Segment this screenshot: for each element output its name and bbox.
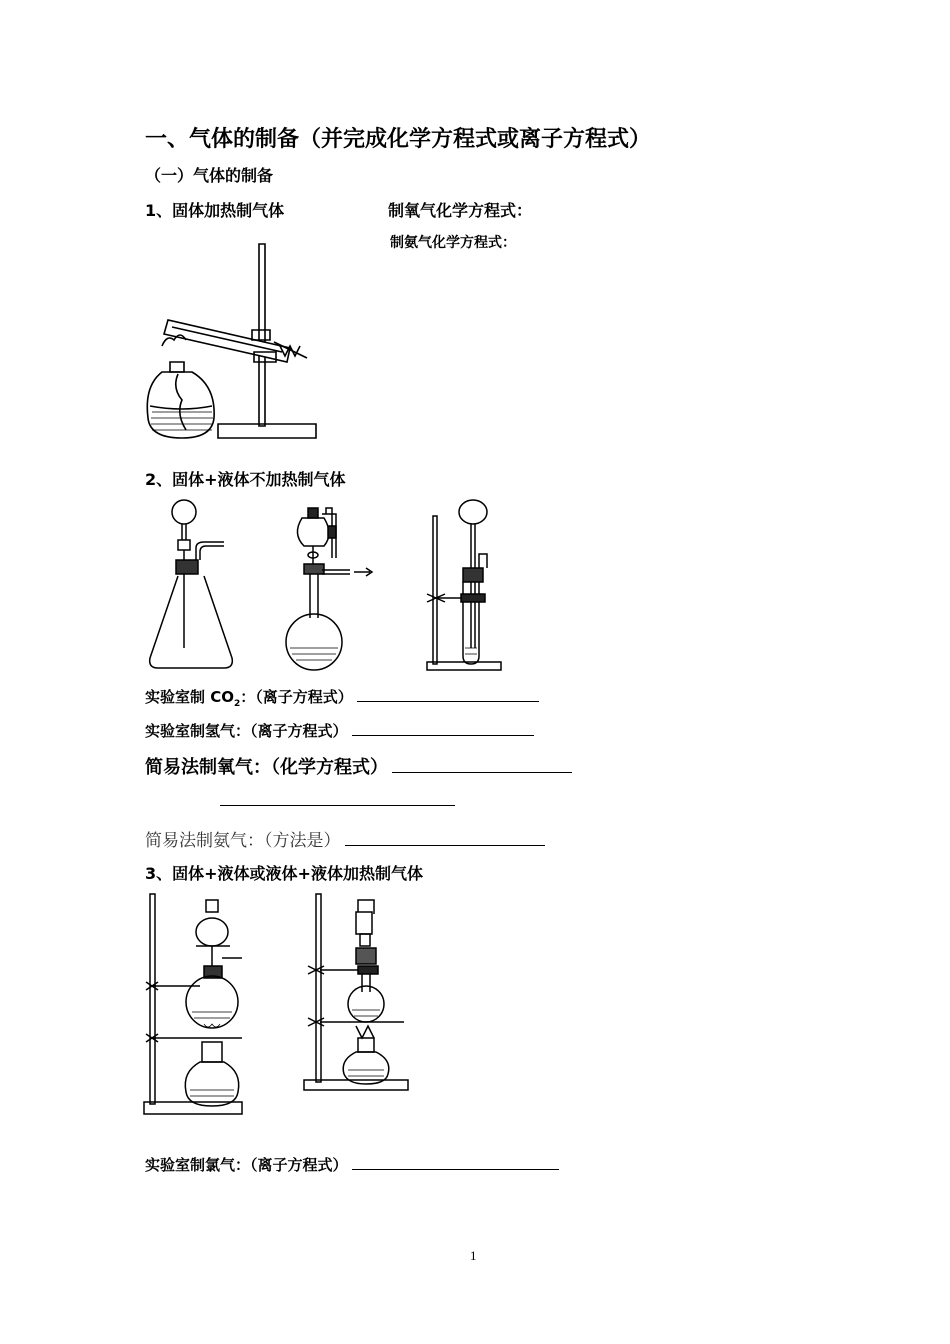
co2-line (145, 686, 539, 709)
nh3-simple-line (145, 826, 545, 851)
h2-line (145, 720, 534, 741)
nh3-simple-answer-blank[interactable] (345, 831, 545, 846)
sec2-heading: 2、固体+液体不加热制气体 (145, 470, 346, 489)
cl2-answer-blank[interactable] (352, 1155, 559, 1170)
o2-simple-answer-blank-2[interactable] (220, 805, 455, 806)
co2-label-prefix: 实验室制 CO (145, 688, 234, 706)
solid-heating-apparatus (142, 242, 322, 442)
page-number: 1 (470, 1248, 477, 1263)
nh3-equation-label: 制氨气化学方程式： (390, 235, 516, 251)
heating-round-flask-apparatus-2 (300, 892, 412, 1092)
h2-label: 实验室制氢气：（离子方程式） (145, 722, 348, 740)
nh3-simple-label: 简易法制氨气：（方法是） (145, 831, 341, 851)
co2-label-suffix: ：（离子方程式） (240, 688, 353, 706)
cl2-line (145, 1154, 559, 1175)
o2-simple-line (145, 753, 572, 779)
subtitle: （一）气体的制备 (145, 166, 274, 185)
co2-subscript: 2 (233, 699, 241, 709)
o2-equation-label: 制氧气化学方程式： (388, 201, 533, 220)
round-flask-separatory-apparatus (282, 500, 382, 672)
sec1-heading: 1、固体加热制气体 (145, 201, 285, 220)
o2-simple-answer-blank[interactable] (392, 758, 572, 773)
heating-round-flask-apparatus-1 (142, 892, 246, 1116)
h2-answer-blank[interactable] (352, 721, 534, 736)
erlenmeyer-funnel-apparatus (148, 498, 238, 672)
co2-answer-blank[interactable] (357, 687, 539, 702)
cl2-label: 实验室制氯气：（离子方程式） (145, 1156, 348, 1174)
o2-simple-label: 简易法制氧气：（化学方程式） (145, 757, 388, 778)
sec3-heading: 3、固体+液体或液体+液体加热制气体 (145, 864, 423, 883)
page-title: 一、气体的制备（并完成化学方程式或离子方程式） (145, 127, 652, 152)
test-tube-stand-apparatus (425, 498, 505, 672)
